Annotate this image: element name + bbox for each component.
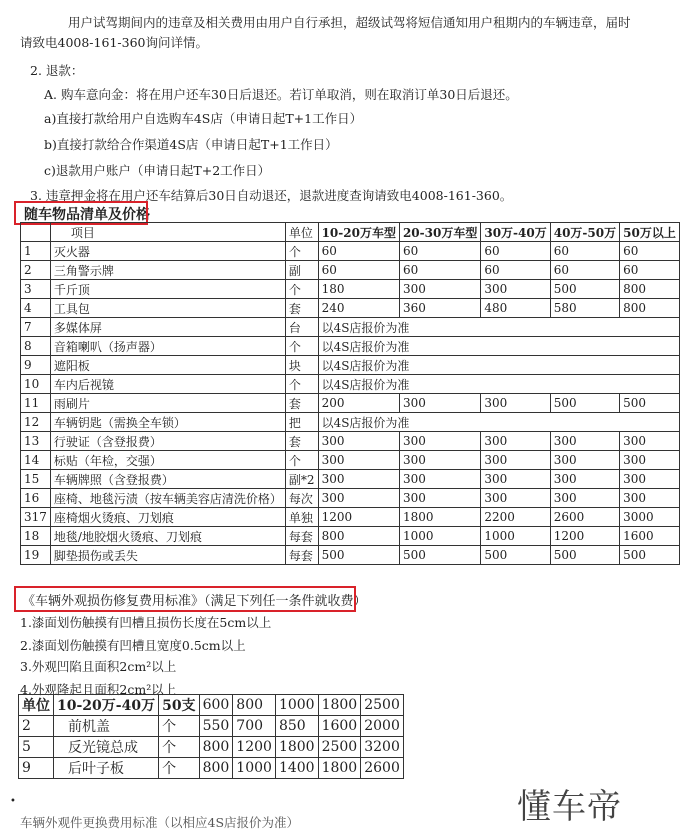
watermark: 懂车帝	[517, 787, 622, 827]
item-name: 标贴（年检，交强）	[50, 451, 285, 470]
price-cell: 60	[399, 242, 480, 261]
table-row	[21, 394, 680, 413]
price-cell: 300	[620, 451, 680, 470]
item-unit: 个	[285, 280, 318, 299]
part-name: 后叶子板	[54, 758, 159, 779]
refund-a1: a)直接打款给用户自选购车4S店（申请日起T+1工作日）	[44, 111, 363, 126]
price-note: 以4S店报价为准	[318, 413, 679, 432]
header-cell: 600	[199, 695, 233, 716]
price-cell: 300	[550, 470, 619, 489]
price-cell: 300	[481, 432, 550, 451]
bullet-dot: •	[10, 796, 16, 807]
item-unit: 副*2	[285, 470, 318, 489]
price-cell: 500	[550, 280, 619, 299]
price-cell: 500	[550, 546, 619, 565]
item-unit: 每套	[285, 546, 318, 565]
price-cell: 1800	[275, 737, 318, 758]
table-row	[21, 299, 680, 318]
item-unit: 每套	[285, 527, 318, 546]
header-cell: 1800	[318, 695, 361, 716]
price-note: 以4S店报价为准	[318, 318, 679, 337]
bottom-note: 车辆外观件更换费用标准（以相应4S店报价为准）	[20, 815, 300, 830]
price-cell: 500	[318, 546, 399, 565]
price-cell: 800	[620, 280, 680, 299]
table-row	[21, 242, 680, 261]
header-cell: 单位	[285, 223, 318, 242]
part-name: 前机盖	[54, 716, 159, 737]
item-unit: 套	[285, 299, 318, 318]
table-row	[19, 758, 404, 779]
header-cell: 10-20万-40万	[54, 695, 159, 716]
table-row	[19, 716, 404, 737]
header-cell	[21, 223, 51, 242]
repair-header-row	[19, 695, 404, 716]
price-cell: 1000	[399, 527, 480, 546]
item-unit: 每次	[285, 489, 318, 508]
price-cell: 500	[620, 394, 680, 413]
refund-3: 3. 违章押金将在用户还车结算后30日自动退还，退款进度查询请致电4008-161-360。	[30, 188, 513, 203]
price-cell: 300	[399, 432, 480, 451]
refund-a: A. 购车意向金：将在用户还车30日后退还。若订单取消，则在取消订单30日后退还。	[44, 87, 518, 102]
part-unit: 个	[159, 758, 199, 779]
table-row	[21, 375, 680, 394]
item-unit: 单独	[285, 508, 318, 527]
price-cell: 60	[318, 261, 399, 280]
price-cell: 850	[275, 716, 318, 737]
price-cell: 800	[620, 299, 680, 318]
row-number: 2	[21, 261, 51, 280]
price-cell: 60	[318, 242, 399, 261]
header-cell: 50支	[159, 695, 199, 716]
item-name: 座椅烟火烫痕、刀划痕	[50, 508, 285, 527]
item-unit: 块	[285, 356, 318, 375]
table-row	[21, 527, 680, 546]
row-number: 8	[21, 337, 51, 356]
item-name: 多媒体屏	[50, 318, 285, 337]
table-row	[21, 508, 680, 527]
price-cell: 60	[481, 261, 550, 280]
price-cell: 800	[199, 737, 233, 758]
header-cell: 40万-50万	[550, 223, 619, 242]
price-cell: 60	[550, 242, 619, 261]
price-cell: 1600	[620, 527, 680, 546]
price-cell: 60	[399, 261, 480, 280]
item-unit: 套	[285, 394, 318, 413]
row-number: 15	[21, 470, 51, 489]
price-cell: 1000	[233, 758, 276, 779]
price-cell: 300	[318, 451, 399, 470]
table-row	[21, 413, 680, 432]
row-number: 9	[21, 356, 51, 375]
item-name: 雨刷片	[50, 394, 285, 413]
price-cell: 1800	[399, 508, 480, 527]
price-cell: 300	[620, 489, 680, 508]
repair-cond-2: 2.漆面划伤触摸有凹槽且宽度0.5cm以上	[20, 638, 246, 653]
price-cell: 1800	[318, 758, 361, 779]
item-name: 座椅、地毯污渍（按车辆美容店清洗价格）	[50, 489, 285, 508]
price-cell: 180	[318, 280, 399, 299]
price-cell: 300	[550, 432, 619, 451]
refund-heading: 2. 退款：	[30, 63, 84, 78]
price-cell: 1600	[318, 716, 361, 737]
price-cell: 700	[233, 716, 276, 737]
row-number: 1	[21, 242, 51, 261]
price-cell: 300	[318, 432, 399, 451]
price-cell: 800	[318, 527, 399, 546]
item-name: 灭火器	[50, 242, 285, 261]
price-cell: 300	[481, 280, 550, 299]
item-name: 工具包	[50, 299, 285, 318]
price-cell: 500	[550, 394, 619, 413]
table-row	[19, 737, 404, 758]
price-cell: 1200	[318, 508, 399, 527]
item-unit: 把	[285, 413, 318, 432]
row-number: 19	[21, 546, 51, 565]
price-cell: 300	[481, 394, 550, 413]
table-row	[21, 546, 680, 565]
table-row	[21, 470, 680, 489]
item-unit: 台	[285, 318, 318, 337]
repair-price-table	[18, 694, 404, 779]
notice-line-1: 用户试驾期间内的违章及相关费用由用户自行承担，超级试驾将短信通知用户租期内的车辆违章，届时	[68, 15, 631, 30]
table-row	[21, 356, 680, 375]
price-cell: 500	[399, 546, 480, 565]
row-number: 317	[21, 508, 51, 527]
header-cell: 50万以上	[620, 223, 680, 242]
price-cell: 60	[481, 242, 550, 261]
header-cell: 项目	[50, 223, 285, 242]
price-cell: 300	[399, 394, 480, 413]
table-row	[21, 451, 680, 470]
part-name: 反光镜总成	[54, 737, 159, 758]
table-row	[21, 432, 680, 451]
header-cell: 10-20万车型	[318, 223, 399, 242]
row-number: 14	[21, 451, 51, 470]
row-number: 10	[21, 375, 51, 394]
price-cell: 300	[481, 451, 550, 470]
header-cell: 800	[233, 695, 276, 716]
price-cell: 300	[620, 432, 680, 451]
price-cell: 2200	[481, 508, 550, 527]
price-cell: 550	[199, 716, 233, 737]
row-number: 16	[21, 489, 51, 508]
row-number: 4	[21, 299, 51, 318]
price-cell: 300	[399, 470, 480, 489]
item-unit: 个	[285, 242, 318, 261]
price-cell: 2600	[550, 508, 619, 527]
refund-b1: b)直接打款给合作渠道4S店（申请日起T+1工作日）	[44, 137, 338, 152]
table-row	[21, 261, 680, 280]
price-cell: 480	[481, 299, 550, 318]
repair-cond-1: 1.漆面划伤触摸有凹槽且损伤长度在5cm以上	[20, 615, 272, 630]
item-name: 车内后视镜	[50, 375, 285, 394]
price-cell: 2000	[361, 716, 404, 737]
price-note: 以4S店报价为准	[318, 337, 679, 356]
row-number: 18	[21, 527, 51, 546]
price-cell: 300	[620, 470, 680, 489]
repair-cond-4: 4.外观隆起且面积2cm²以上	[20, 682, 177, 697]
price-cell: 300	[399, 489, 480, 508]
price-cell: 60	[620, 242, 680, 261]
row-number: 5	[19, 737, 54, 758]
price-cell: 500	[481, 546, 550, 565]
price-cell: 60	[620, 261, 680, 280]
price-cell: 580	[550, 299, 619, 318]
price-cell: 3000	[620, 508, 680, 527]
price-cell: 200	[318, 394, 399, 413]
row-number: 11	[21, 394, 51, 413]
part-unit: 个	[159, 737, 199, 758]
row-number: 12	[21, 413, 51, 432]
row-number: 13	[21, 432, 51, 451]
price-cell: 2500	[318, 737, 361, 758]
items-price-table	[20, 222, 680, 565]
row-number: 7	[21, 318, 51, 337]
item-name: 三角警示牌	[50, 261, 285, 280]
price-cell: 60	[550, 261, 619, 280]
table-row	[21, 318, 680, 337]
price-cell: 3200	[361, 737, 404, 758]
price-cell: 1000	[481, 527, 550, 546]
header-cell: 20-30万车型	[399, 223, 480, 242]
price-cell: 1400	[275, 758, 318, 779]
price-cell: 240	[318, 299, 399, 318]
refund-c1: c)退款用户账户（申请日起T+2工作日）	[44, 163, 271, 178]
price-cell: 300	[399, 451, 480, 470]
item-name: 地毯/地胶烟火烫痕、刀划痕	[50, 527, 285, 546]
item-name: 脚垫损伤或丢失	[50, 546, 285, 565]
price-cell: 300	[481, 470, 550, 489]
price-cell: 300	[550, 451, 619, 470]
item-name: 行驶证（含登报费）	[50, 432, 285, 451]
item-unit: 个	[285, 375, 318, 394]
header-cell: 单位	[19, 695, 54, 716]
item-name: 千斤顶	[50, 280, 285, 299]
price-note: 以4S店报价为准	[318, 356, 679, 375]
price-cell: 300	[318, 470, 399, 489]
notice-line-2: 请致电4008-161-360询问详情。	[20, 35, 208, 50]
item-unit: 套	[285, 432, 318, 451]
item-name: 遮阳板	[50, 356, 285, 375]
price-cell: 1200	[550, 527, 619, 546]
price-cell: 300	[481, 489, 550, 508]
repair-title: 《车辆外观损伤修复费用标准》（满足下列任一条件就收费）	[22, 594, 367, 609]
row-number: 3	[21, 280, 51, 299]
row-number: 9	[19, 758, 54, 779]
item-unit: 个	[285, 337, 318, 356]
price-cell: 300	[550, 489, 619, 508]
price-cell: 2600	[361, 758, 404, 779]
repair-cond-3: 3.外观凹陷且面积2cm²以上	[20, 659, 177, 674]
items-header-row	[21, 223, 680, 242]
item-unit: 副	[285, 261, 318, 280]
price-cell: 360	[399, 299, 480, 318]
row-number: 2	[19, 716, 54, 737]
item-name: 音箱喇叭（扬声器）	[50, 337, 285, 356]
price-cell: 500	[620, 546, 680, 565]
price-note: 以4S店报价为准	[318, 375, 679, 394]
price-cell: 300	[318, 489, 399, 508]
table-row	[21, 337, 680, 356]
table-row	[21, 489, 680, 508]
part-unit: 个	[159, 716, 199, 737]
price-cell: 300	[399, 280, 480, 299]
price-cell: 800	[199, 758, 233, 779]
item-unit: 个	[285, 451, 318, 470]
items-title: 随车物品清单及价格	[24, 204, 150, 224]
header-cell: 2500	[361, 695, 404, 716]
item-name: 车辆钥匙（需换全车锁）	[50, 413, 285, 432]
repair-title-highlight	[14, 586, 356, 612]
price-cell: 1200	[233, 737, 276, 758]
header-cell: 1000	[275, 695, 318, 716]
header-cell: 30万-40万	[481, 223, 550, 242]
table-row	[21, 280, 680, 299]
item-name: 车辆牌照（含登报费）	[50, 470, 285, 489]
